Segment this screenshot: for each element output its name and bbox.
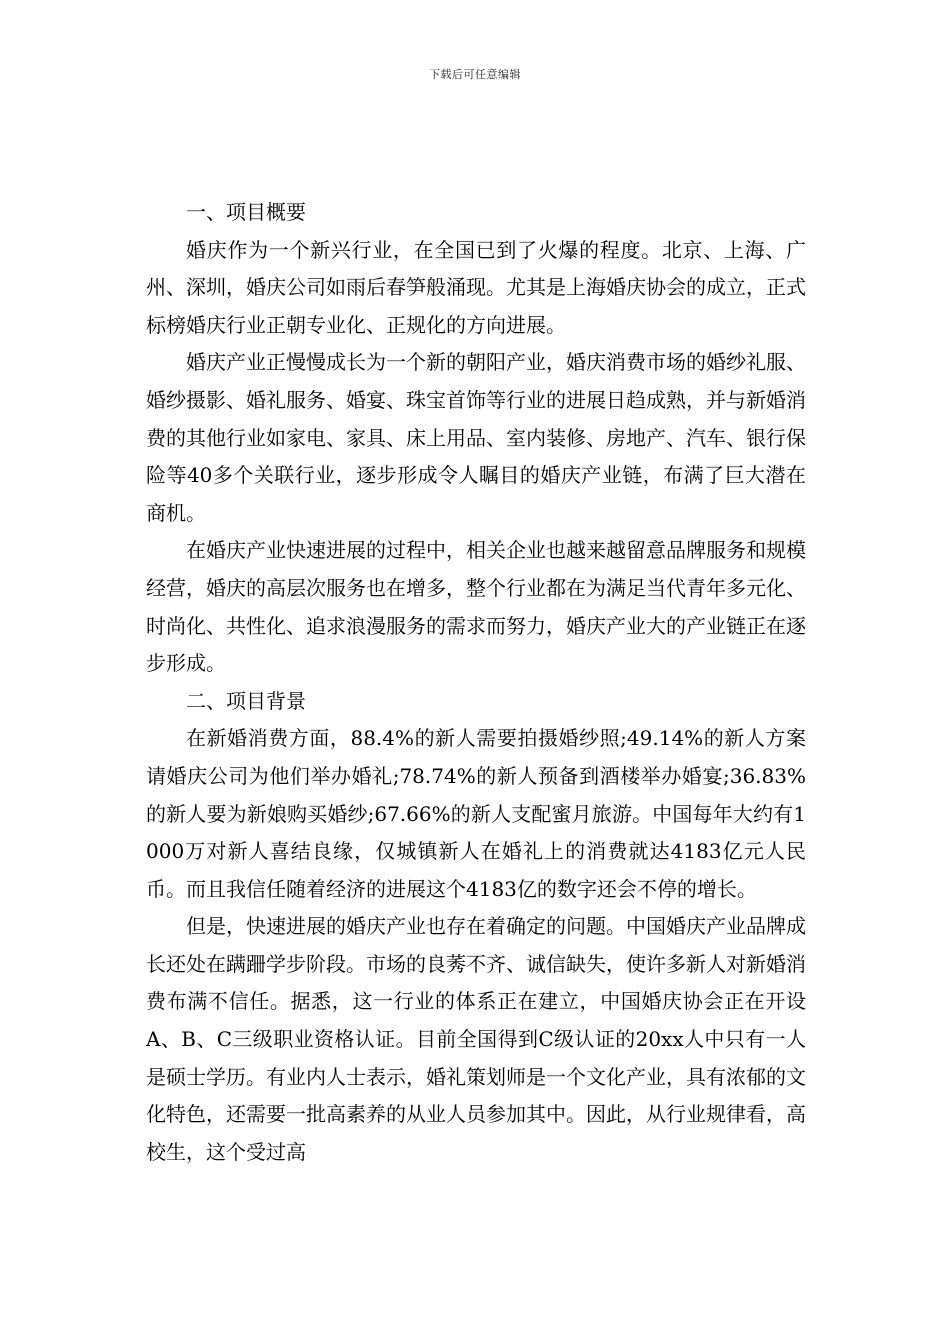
paragraph: 但是，快速进展的婚庆产业也存在着确定的问题。中国婚庆产业品牌成长还处在蹒跚学步阶段。市场的良莠不齐、诚信缺失，使许多新人对新婚消费布满不信任。据悉，这一行业的体系正在建立，中国婚庆协会正在开设A、B、C三级职业资格认证。目前全国得到C级认证的20xx人中只有一人是硕士学历。有业内人士表示，婚礼策划师是一个文化产业，具有浓郁的文化特色，还需要一批高素养的从业人员参加其中。因此，从行业规律看，高校生，这个受过高 [146, 914, 806, 1164]
paragraph: 在新婚消费方面，88.4%的新人需要拍摄婚纱照;49.14%的新人方案请婚庆公司为他们举办婚礼;78.74%的新人预备到酒楼举办婚宴;36.83%的新人要为新娘购买婚纱;67.66%的新人支配蜜月旅游。中国每年大约有1000万对新人喜结良缘，仅城镇新人在婚礼上的消费就达4183亿元人民币。而且我信任随着经济的进展这个4183亿的数字还会不停的增长。 [146, 726, 806, 901]
paragraph: 婚庆作为一个新兴行业，在全国已到了火爆的程度。北京、上海、广州、深圳，婚庆公司如雨后春笋般涌现。尤其是上海婚庆协会的成立，正式标榜婚庆行业正朝专业化、正规化的方向进展。 [146, 237, 806, 337]
section-heading-overview: 一、项目概要 [186, 200, 306, 224]
paragraph: 婚庆产业正慢慢成长为一个新的朝阳产业，婚庆消费市场的婚纱礼服、婚纱摄影、婚礼服务、婚宴、珠宝首饰等行业的进展日趋成熟，并与新婚消费的其他行业如家电、家具、床上用品、室内装修、房地产、汽车、银行保险等40多个关联行业，逐步形成令人瞩目的婚庆产业链，布满了巨大潜在商机。 [146, 350, 806, 525]
paragraph: 在婚庆产业快速进展的过程中，相关企业也越来越留意品牌服务和规模经营，婚庆的高层次服务也在增多，整个行业都在为满足当代青年多元化、时尚化、共性化、追求浪漫服务的需求而努力，婚庆产业大的产业链正在逐步形成。 [146, 538, 806, 676]
document-body [146, 194, 806, 1171]
section-heading-background: 二、项目背景 [186, 688, 306, 713]
page-header: 下载后可任意编辑 [429, 68, 521, 81]
